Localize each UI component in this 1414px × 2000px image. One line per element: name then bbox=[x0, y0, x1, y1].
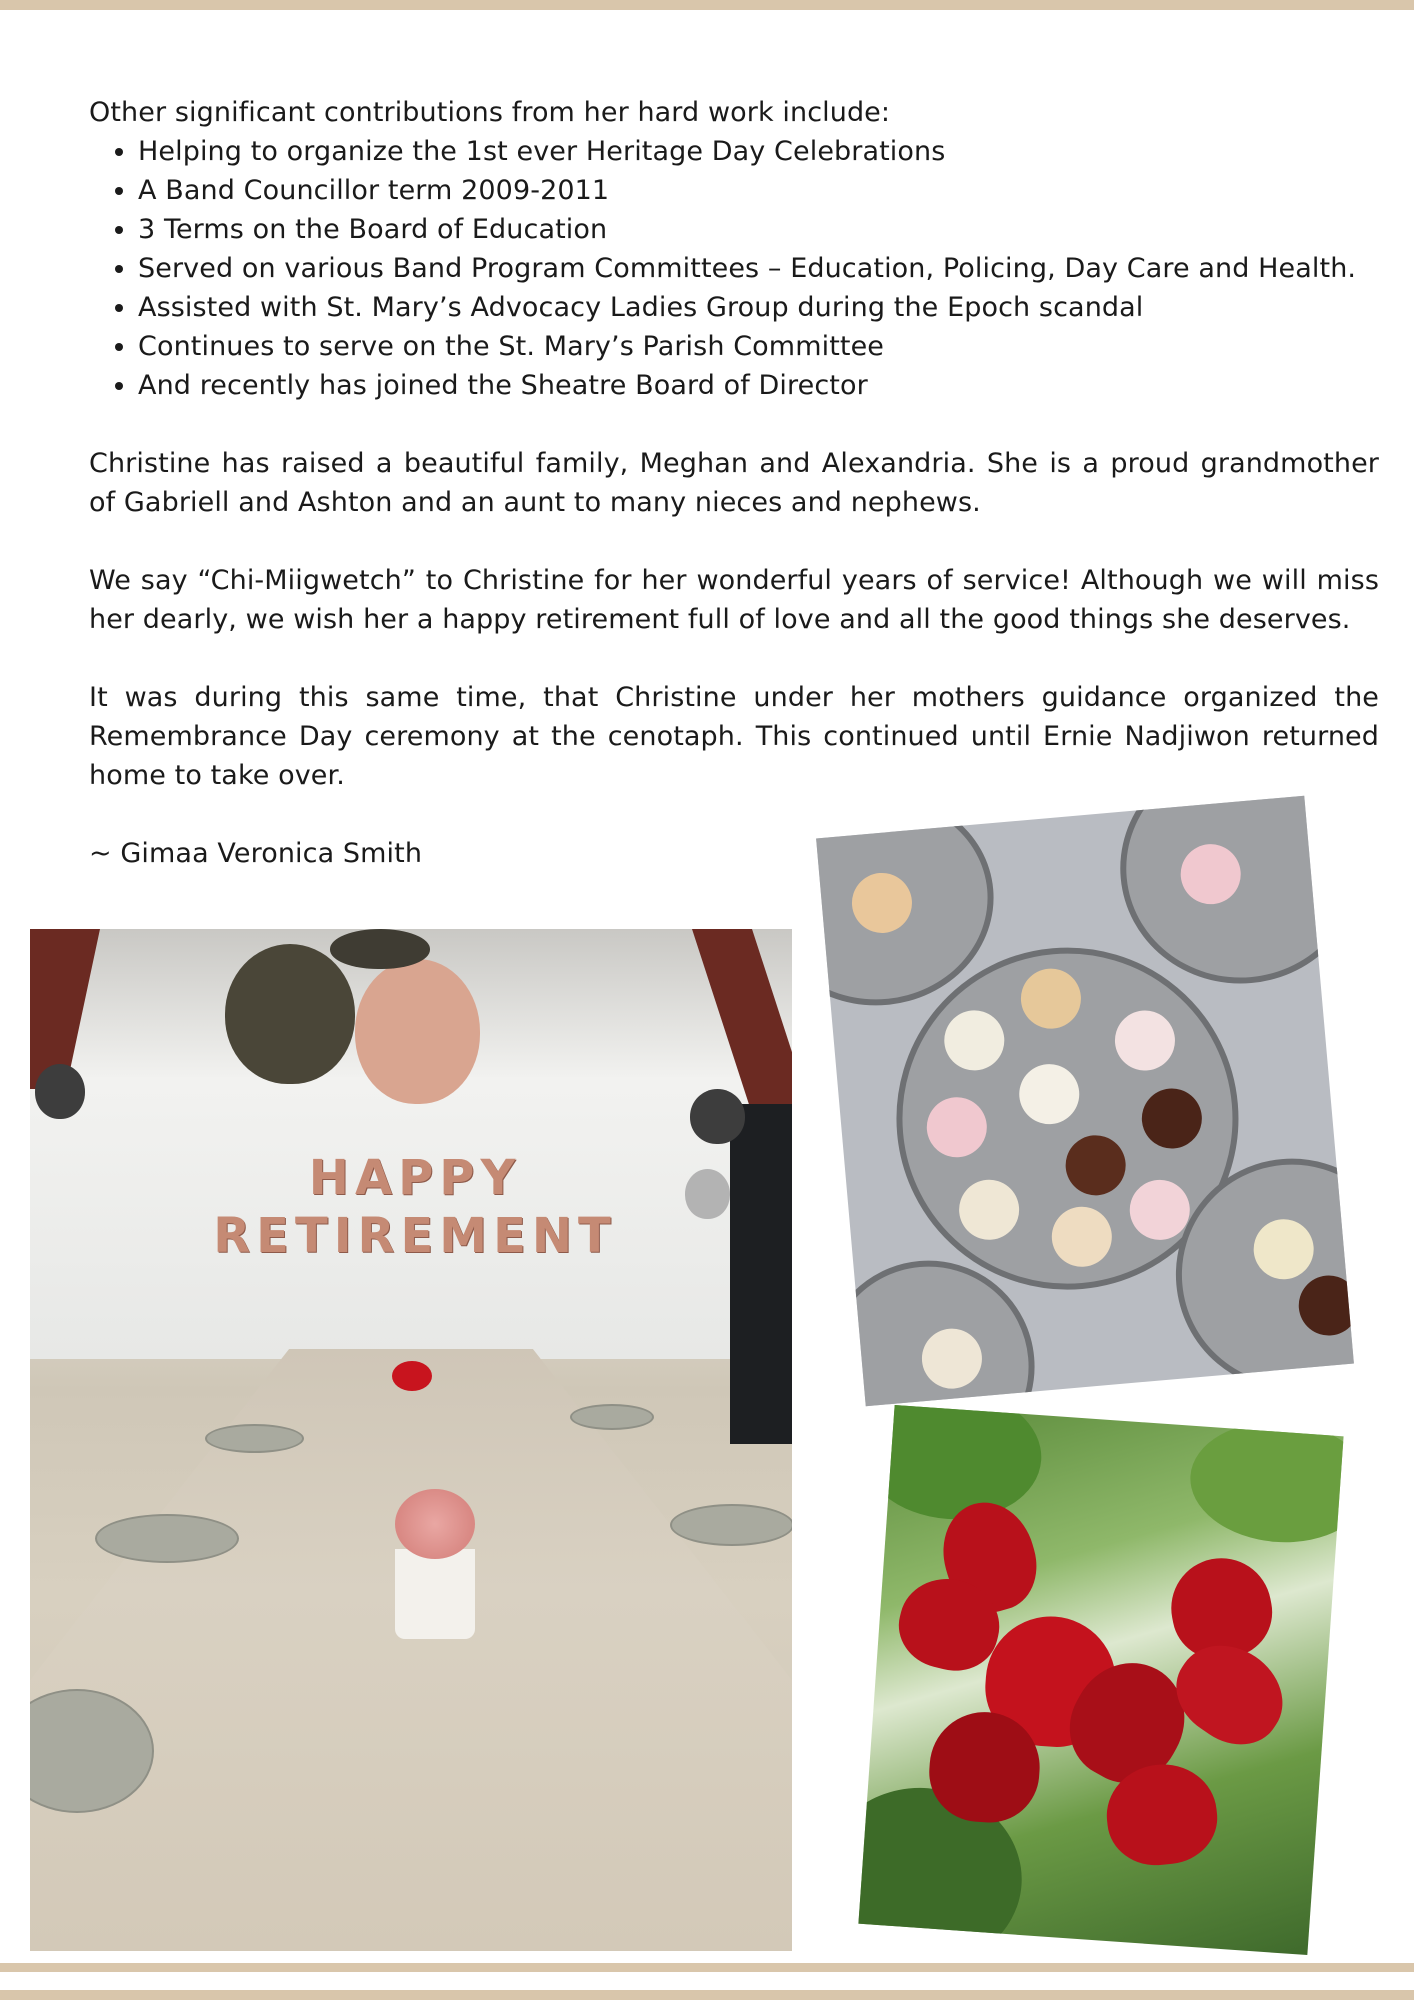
red-geranium-photo bbox=[858, 1405, 1343, 1955]
bottom-border-bar bbox=[0, 1990, 1414, 2000]
dinner-plate bbox=[670, 1504, 792, 1546]
banner-line-happy: HAPPY bbox=[308, 1150, 522, 1206]
retirement-table-photo bbox=[30, 929, 792, 1951]
list-item: • And recently has joined the Sheatre Board of Director bbox=[138, 366, 1379, 405]
list-item: • Continues to serve on the St. Mary’s Parish Committee bbox=[138, 327, 1379, 366]
banquet-table bbox=[30, 1349, 792, 1951]
dinner-plate bbox=[205, 1424, 304, 1453]
top-border-bar bbox=[0, 0, 1414, 10]
balloon bbox=[225, 944, 355, 1084]
dinner-plate bbox=[95, 1514, 239, 1563]
thanks-paragraph: We say “Chi-Miigwetch” to Christine for her wonderful years of service! Although we will miss her dearly, we wish her a happy retirement full of love and all the good things she deserves. bbox=[89, 565, 1379, 635]
balloon bbox=[690, 1089, 745, 1144]
list-item: • A Band Councillor term 2009-2011 bbox=[138, 171, 1379, 210]
list-item: • Served on various Band Program Committees – Education, Policing, Day Care and Health. bbox=[138, 249, 1379, 288]
contributions-intro: Other significant contributions from her hard work include: bbox=[89, 97, 891, 128]
contributions-list bbox=[89, 132, 1379, 405]
balloon bbox=[330, 929, 430, 969]
petal bbox=[1160, 1626, 1302, 1762]
bottom-border-bar bbox=[0, 1963, 1414, 1972]
list-item: • Helping to organize the 1st ever Heritage Day Celebrations bbox=[138, 132, 1379, 171]
pink-flower bbox=[395, 1489, 475, 1559]
balloon bbox=[685, 1169, 730, 1219]
dinner-plate bbox=[570, 1404, 654, 1430]
article-text bbox=[89, 93, 1379, 873]
balloon bbox=[355, 959, 480, 1104]
red-flower bbox=[392, 1361, 432, 1391]
balloon bbox=[35, 1064, 85, 1119]
banner-line-retirement: RETIREMENT bbox=[213, 1208, 617, 1264]
flower-pot bbox=[395, 1549, 475, 1639]
wall-sign-panel bbox=[730, 1104, 792, 1444]
remembrance-paragraph: It was during this same time, that Christine under her mothers guidance organized the Remembrance Day ceremony at the cenotaph. This continued until Ernie Nadjiwon returned home to take over. bbox=[89, 682, 1379, 791]
leaf bbox=[858, 1405, 1045, 1525]
leaf bbox=[1186, 1416, 1343, 1548]
list-item: • 3 Terms on the Board of Education bbox=[138, 210, 1379, 249]
family-paragraph: Christine has raised a beautiful family, Meghan and Alexandria. She is a proud grandmother of Gabriell and Ashton and an aunt to many nieces and nephews. bbox=[89, 448, 1379, 518]
list-item: • Assisted with St. Mary’s Advocacy Ladies Group during the Epoch scandal bbox=[138, 288, 1379, 327]
cupcakes-photo bbox=[816, 796, 1354, 1407]
retirement-banner bbox=[180, 1149, 650, 1265]
signature: ~ Gimaa Veronica Smith bbox=[89, 838, 423, 869]
